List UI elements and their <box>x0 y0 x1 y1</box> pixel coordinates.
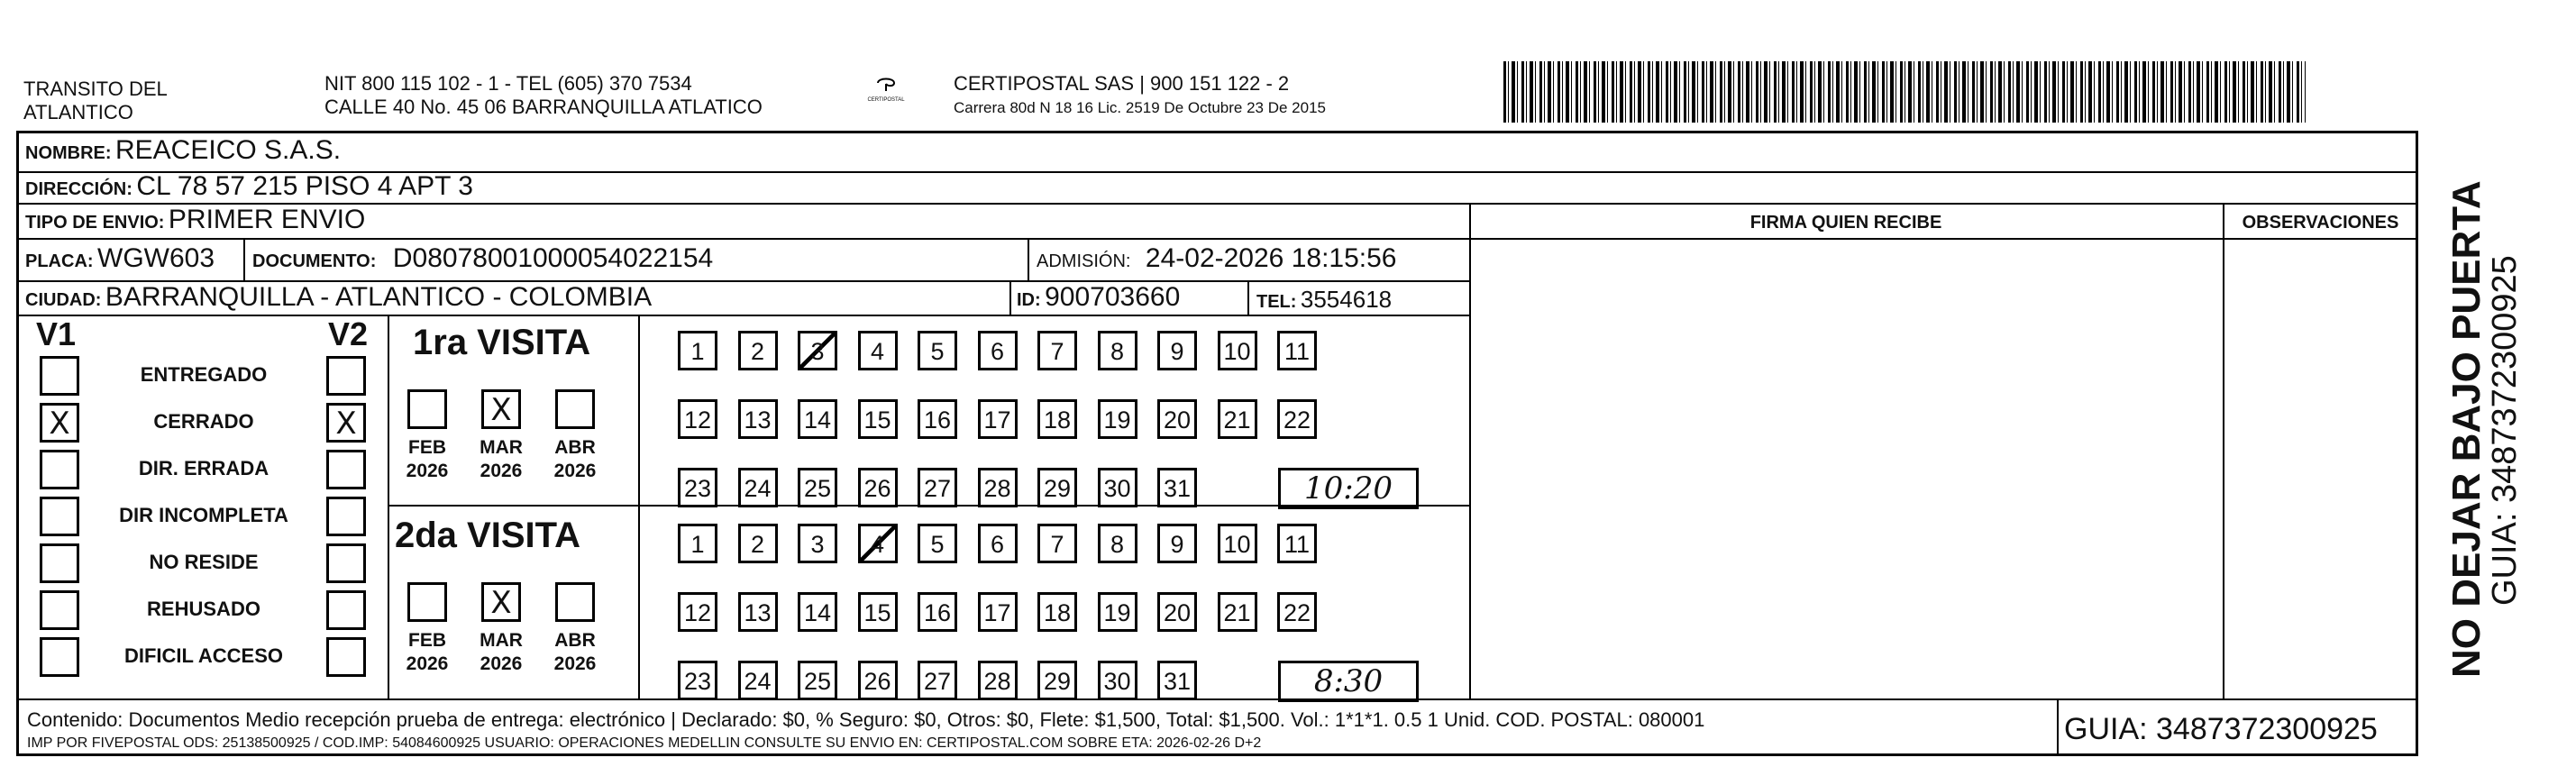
sender-name <box>23 78 168 124</box>
second-day-box[interactable]: 28 <box>978 661 1018 700</box>
first-day-box[interactable]: 16 <box>918 399 957 439</box>
logo-icon <box>875 76 897 92</box>
courier-info <box>954 72 1326 117</box>
second-visit-title: 2da VISITA <box>395 516 580 555</box>
first-time-box[interactable]: 10:20 <box>1278 468 1419 509</box>
first-day-box[interactable]: 31 <box>1157 468 1197 507</box>
id-value: 900703660 <box>1045 282 1181 312</box>
first-day-box[interactable]: 12 <box>678 399 717 439</box>
first-day-box[interactable]: 21 <box>1218 399 1257 439</box>
first-day-box[interactable]: 22 <box>1277 399 1317 439</box>
v2-checkbox[interactable] <box>326 450 366 489</box>
footer-print-info: IMP POR FIVEPOSTAL ODS: 25138500925 / COD.IMP: 54084600925 USUARIO: OPERACIONES MEDELLIN CONSULTE SU ENVIO EN: CERTIPOSTAL.COM SOBRE ETA: 2026-02-26 D+2 <box>27 735 1262 751</box>
ciudad-value: BARRANQUILLA - ATLANTICO - COLOMBIA <box>105 282 653 312</box>
firma-header <box>1469 213 2223 233</box>
logo-text: CERTIPOSTAL <box>867 97 905 103</box>
second-day-box[interactable]: 24 <box>738 661 778 700</box>
status-label: CERRADO <box>153 410 254 433</box>
tel-row <box>1256 286 1392 314</box>
status-label: DIR INCOMPLETA <box>119 504 288 526</box>
second-month-checkbox[interactable] <box>555 582 595 622</box>
first-day-box[interactable]: 15 <box>858 399 898 439</box>
second-day-box[interactable]: 5 <box>918 524 957 563</box>
second-day-box[interactable]: 17 <box>978 592 1018 632</box>
first-month-label <box>544 436 607 483</box>
second-day-box[interactable]: 4 <box>858 524 898 563</box>
id-label: ID: <box>1017 290 1041 310</box>
firma-label: FIRMA QUIEN RECIBE <box>1749 213 1942 233</box>
second-day-box[interactable]: 20 <box>1157 592 1197 632</box>
month-year: 2026 <box>406 653 449 674</box>
first-day-box[interactable]: 30 <box>1098 468 1137 507</box>
sender-line1: TRANSITO DEL <box>23 78 168 100</box>
admision-label: ADMISIÓN: <box>1037 251 1131 271</box>
footer-content: Contenido: Documentos Medio recepción prueba de entrega: electrónico | Declarado: $0, % Seguro: $0, Otros: $0, Flete: $1,500, Total: $1,500. Vol.: 1*1*1. 0.5 1 Unid. COD. POSTAL: 080001 <box>27 708 1705 731</box>
documento-value: D08078001000054022154 <box>392 243 714 273</box>
second-day-box[interactable]: 23 <box>678 661 717 700</box>
second-day-box[interactable]: 11 <box>1277 524 1317 563</box>
v1-header: V1 <box>36 315 77 352</box>
second-day-box[interactable]: 9 <box>1157 524 1197 563</box>
courier-line2: Carrera 80d N 18 16 Lic. 2519 De Octubre 23 De 2015 <box>954 99 1326 116</box>
ciudad-row <box>25 282 652 313</box>
first-day-box[interactable]: 28 <box>978 468 1018 507</box>
month-name: FEB <box>408 630 446 651</box>
v2-checkbox[interactable] <box>326 543 366 583</box>
first-month-checkbox[interactable] <box>407 389 447 429</box>
tel-label: TEL: <box>1256 292 1297 312</box>
first-day-box[interactable]: 3 <box>798 331 837 370</box>
first-day-box[interactable]: 19 <box>1098 399 1137 439</box>
v1-checkbox[interactable] <box>40 356 79 396</box>
second-day-box[interactable]: 1 <box>678 524 717 563</box>
second-day-box[interactable]: 30 <box>1098 661 1137 700</box>
placa-label: PLACA: <box>25 251 94 271</box>
second-day-box[interactable]: 6 <box>978 524 1018 563</box>
status-label: REHUSADO <box>147 598 260 620</box>
certipostal-logo <box>865 76 907 104</box>
admision-value: 24-02-2026 18:15:56 <box>1145 243 1397 273</box>
v2-mark: X <box>335 406 357 442</box>
second-day-box[interactable]: 10 <box>1218 524 1257 563</box>
direccion-value: CL 78 57 215 PISO 4 APT 3 <box>136 171 473 201</box>
first-day-box[interactable]: 9 <box>1157 331 1197 370</box>
barcode <box>1503 61 2306 123</box>
v1-checkbox[interactable] <box>40 590 79 630</box>
admision-row <box>1037 243 1396 274</box>
second-time-box[interactable]: 8:30 <box>1278 661 1419 702</box>
second-day-box[interactable]: 19 <box>1098 592 1137 632</box>
second-day-box[interactable]: 18 <box>1037 592 1077 632</box>
placa-row <box>25 243 215 274</box>
v1-checkbox[interactable] <box>40 543 79 583</box>
status-label: NO RESIDE <box>149 551 259 573</box>
first-day-box[interactable]: 29 <box>1037 468 1077 507</box>
v1-mark: X <box>49 406 70 442</box>
v1-checkbox[interactable] <box>40 637 79 677</box>
first-day-box[interactable]: 5 <box>918 331 957 370</box>
v2-checkbox[interactable] <box>326 356 366 396</box>
v1-checkbox[interactable] <box>40 450 79 489</box>
status-label: ENTREGADO <box>140 363 268 386</box>
first-day-box[interactable]: 14 <box>798 399 837 439</box>
second-day-box[interactable]: 15 <box>858 592 898 632</box>
second-month-label <box>544 629 607 676</box>
first-day-box[interactable]: 23 <box>678 468 717 507</box>
nit-line: NIT 800 115 102 - 1 - TEL (605) 370 7534 <box>324 72 692 95</box>
first-day-box[interactable]: 27 <box>918 468 957 507</box>
direccion-row <box>25 171 473 202</box>
month-mark: X <box>490 585 512 621</box>
documento-row <box>252 243 713 274</box>
sender-line2: ATLANTICO <box>23 101 133 123</box>
second-month-checkbox[interactable] <box>407 582 447 622</box>
observaciones-label: OBSERVACIONES <box>2242 213 2399 233</box>
first-day-box[interactable]: 20 <box>1157 399 1197 439</box>
first-day-box[interactable]: 8 <box>1098 331 1137 370</box>
first-day-box[interactable]: 7 <box>1037 331 1077 370</box>
month-name: FEB <box>408 437 446 458</box>
month-year: 2026 <box>553 461 597 481</box>
tipo-row <box>25 205 365 235</box>
v2-checkbox[interactable] <box>326 590 366 630</box>
documento-label: DOCUMENTO: <box>252 251 377 271</box>
second-day-box[interactable]: 16 <box>918 592 957 632</box>
side-guia: GUIA: 3487372300925 <box>2486 255 2524 606</box>
v2-checkbox[interactable] <box>326 403 366 443</box>
nombre-label: NOMBRE: <box>25 143 112 163</box>
month-name: MAR <box>480 630 523 651</box>
second-day-box[interactable]: 25 <box>798 661 837 700</box>
second-day-box[interactable]: 3 <box>798 524 837 563</box>
placa-value: WGW603 <box>97 243 215 273</box>
second-month-checkbox[interactable] <box>481 582 521 622</box>
second-day-box[interactable]: 22 <box>1277 592 1317 632</box>
second-day-box[interactable]: 21 <box>1218 592 1257 632</box>
second-month-label <box>396 629 459 676</box>
status-label: DIR. ERRADA <box>138 457 269 479</box>
first-day-box[interactable]: 1 <box>678 331 717 370</box>
first-month-label <box>396 436 459 483</box>
second-month-label <box>470 629 533 676</box>
first-day-box[interactable]: 10 <box>1218 331 1257 370</box>
v2-checkbox[interactable] <box>326 497 366 536</box>
first-day-box[interactable]: 2 <box>738 331 778 370</box>
month-name: ABR <box>554 437 596 458</box>
id-row <box>1017 282 1180 313</box>
month-year: 2026 <box>480 653 523 674</box>
footer-guia: GUIA: 3487372300925 <box>2064 712 2378 746</box>
second-day-box[interactable]: 14 <box>798 592 837 632</box>
second-day-box[interactable]: 12 <box>678 592 717 632</box>
direccion-label: DIRECCIÓN: <box>25 179 132 199</box>
first-day-box[interactable]: 6 <box>978 331 1018 370</box>
courier-line1: CERTIPOSTAL SAS | 900 151 122 - 2 <box>954 72 1290 95</box>
month-name: ABR <box>554 630 596 651</box>
v2-checkbox[interactable] <box>326 637 366 677</box>
first-month-label <box>470 436 533 483</box>
first-day-box[interactable]: 4 <box>858 331 898 370</box>
first-day-box[interactable]: 24 <box>738 468 778 507</box>
second-day-box[interactable]: 7 <box>1037 524 1077 563</box>
first-month-checkbox[interactable] <box>481 389 521 429</box>
v1-checkbox[interactable] <box>40 497 79 536</box>
v2-header: V2 <box>328 315 369 352</box>
second-day-box[interactable]: 29 <box>1037 661 1077 700</box>
nombre-row <box>25 135 341 166</box>
second-day-box[interactable]: 26 <box>858 661 898 700</box>
first-day-box[interactable]: 25 <box>798 468 837 507</box>
month-name: MAR <box>480 437 523 458</box>
tipo-value: PRIMER ENVIO <box>168 205 366 234</box>
first-visit-title: 1ra VISITA <box>413 323 591 362</box>
observaciones-header <box>2223 213 2418 233</box>
first-day-box[interactable]: 26 <box>858 468 898 507</box>
second-day-box[interactable]: 8 <box>1098 524 1137 563</box>
second-day-box[interactable]: 27 <box>918 661 957 700</box>
first-day-box[interactable]: 11 <box>1277 331 1317 370</box>
status-label: DIFICIL ACCESO <box>123 644 283 667</box>
month-mark: X <box>490 392 512 428</box>
tipo-label: TIPO DE ENVIO: <box>25 213 165 233</box>
second-day-box[interactable]: 13 <box>738 592 778 632</box>
month-year: 2026 <box>406 461 449 481</box>
v1-checkbox[interactable] <box>40 403 79 443</box>
ciudad-label: CIUDAD: <box>25 290 102 310</box>
month-year: 2026 <box>480 461 523 481</box>
first-day-box[interactable]: 17 <box>978 399 1018 439</box>
address-line: CALLE 40 No. 45 06 BARRANQUILLA ATLATICO <box>324 96 763 118</box>
first-day-box[interactable]: 18 <box>1037 399 1077 439</box>
first-month-checkbox[interactable] <box>555 389 595 429</box>
nombre-value: REACEICO S.A.S. <box>115 135 342 165</box>
sender-address <box>324 72 763 119</box>
side-warning: NO DEJAR BAJO PUERTA <box>2444 180 2489 678</box>
second-day-box[interactable]: 31 <box>1157 661 1197 700</box>
month-year: 2026 <box>553 653 597 674</box>
first-day-box[interactable]: 13 <box>738 399 778 439</box>
second-day-box[interactable]: 2 <box>738 524 778 563</box>
tel-value: 3554618 <box>1300 286 1393 313</box>
